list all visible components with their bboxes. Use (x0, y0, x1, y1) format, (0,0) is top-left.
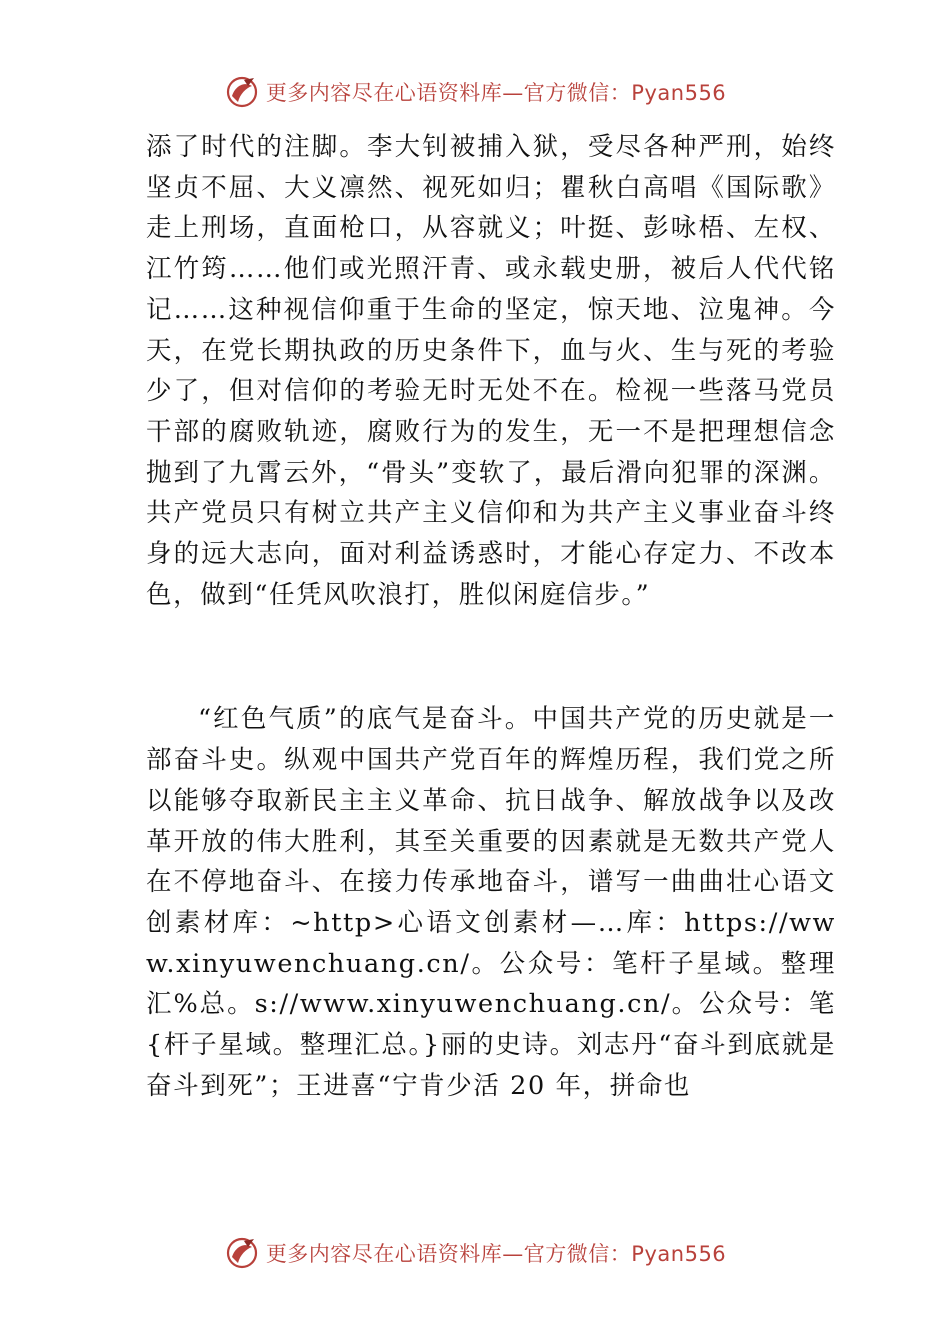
paragraph-1: 添了时代的注脚。李大钊被捕入狱，受尽各种严刑，始终坚贞不屈、大义凛然、视死如归；瞿秋白高唱《国际歌》走上刑场，直面枪口，从容就义；叶挺、彭咏梧、左权、江竹筠……他们或光照汗青、或永载史册，被后人代代铭记……这种视信仰重于生命的坚定，惊天地、泣鬼神。今天，在党长期执政的历史条件下，血与火、生与死的考验少了，但对信仰的考验无时无处不在。检视一些落马党员干部的腐败轨迹，腐败行为的发生，无一不是把理想信念抛到了九霄云外，“骨头”变软了，最后滑向犯罪的深渊。共产党员只有树立共产主义信仰和为共产主义事业奋斗终身的远大志向，面对利益诱惑时，才能心存定力、不改本色，做到“任凭风吹浪打，胜似闲庭信步。” (146, 132, 836, 610)
watermark-text: 更多内容尽在心语资料库—官方微信：Pyan556 (265, 81, 727, 105)
ink-stamp-logo-icon (224, 1235, 260, 1271)
document-body (146, 127, 836, 1106)
watermark-text: 更多内容尽在心语资料库—官方微信：Pyan556 (265, 1242, 727, 1266)
ink-stamp-logo-icon (224, 74, 260, 110)
header-watermark (0, 70, 950, 114)
paragraph-2: “红色气质”的底气是奋斗。中国共产党的历史就是一部奋斗史。纵观中国共产党百年的辉煌历程，我们党之所以能够夺取新民主主义革命、抗日战争、解放战争以及改革开放的伟大胜利，其至关重要的因素就是无数共产党人在不停地奋斗、在接力传承地奋斗，谱写一曲曲壮心语文创素材库：~http>心语文创素材—…库：https://www.xinyuwenchuang.cn/。公众号：笔杆子星域。整理汇%总。s://www.xinyuwenchuang.cn/。公众号：笔{杆子星域。整理汇总。}丽的史诗。刘志丹“奋斗到底就是奋斗到死”；王进喜“宁肯少活 20 年，拼命也 (146, 704, 836, 1101)
footer-watermark (0, 1231, 950, 1275)
paragraph-spacer (146, 615, 836, 699)
